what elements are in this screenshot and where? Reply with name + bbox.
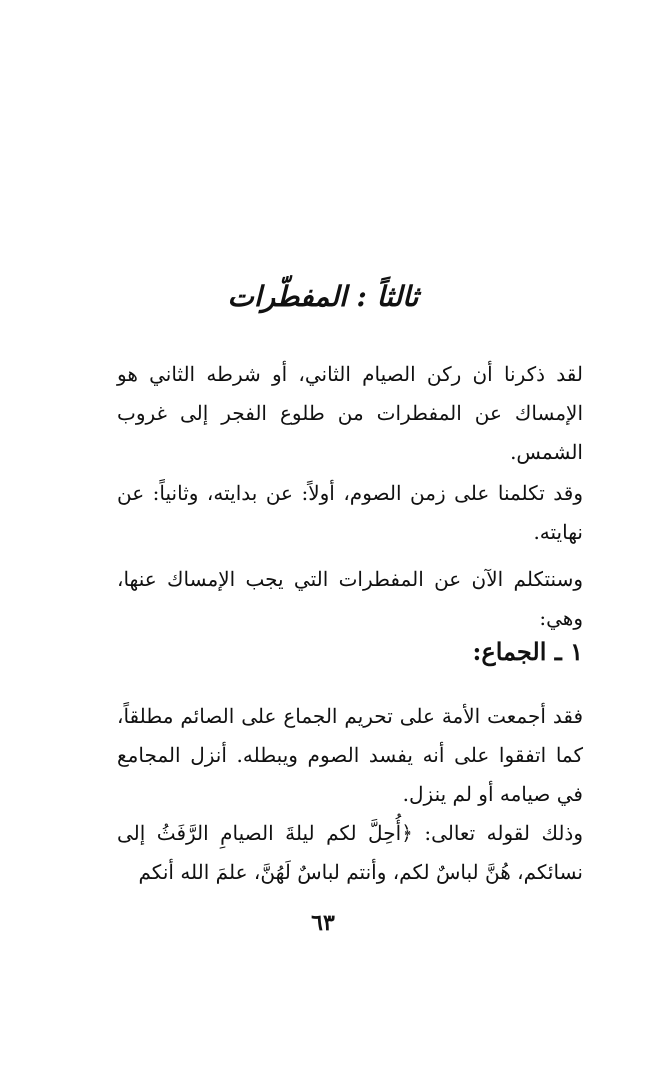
section-heading: ثالثاً : المفطّرات xyxy=(227,280,419,313)
paragraph-fasting-pillar: لقد ذكرنا أن ركن الصيام الثاني، أو شرطه الثاني هو الإمساك عن المفطرات من طلوع الفجر إلى غروب الشمس. xyxy=(117,362,583,464)
paragraph-fasting-time: وقد تكلمنا على زمن الصوم، أولاً: عن بدايته، وثانياً: عن نهايته. xyxy=(117,481,583,544)
subheading-intercourse: ١ ـ الجماع: xyxy=(472,637,583,666)
paragraph-fast-breakers-intro: وسنتكلم الآن عن المفطرات التي يجب الإمساك عنها، وهي: xyxy=(117,567,583,630)
page-number: ٦٣ xyxy=(311,910,335,936)
quran-open-bracket: ﴿ xyxy=(401,821,413,845)
paragraph-intercourse-ruling: فقد أجمعت الأمة على تحريم الجماع على الصائم مطلقاً، كما اتفقوا على أنه يفسد الصوم ويبطله. أنزل المجامع في صيامه أو لم ينزل. xyxy=(117,704,583,806)
evidence-intro: وذلك لقوله تعالى: xyxy=(412,821,583,845)
quran-verse-text: أُحِلَّ لكم ليلةَ الصيامِ الرَّفَثُ إلى نسائكم، هُنَّ لباسٌ لكم، وأنتم لباسٌ لَهُنَّ، علمَ الله أنكم xyxy=(117,821,583,884)
paragraph-quran-evidence xyxy=(117,814,583,892)
